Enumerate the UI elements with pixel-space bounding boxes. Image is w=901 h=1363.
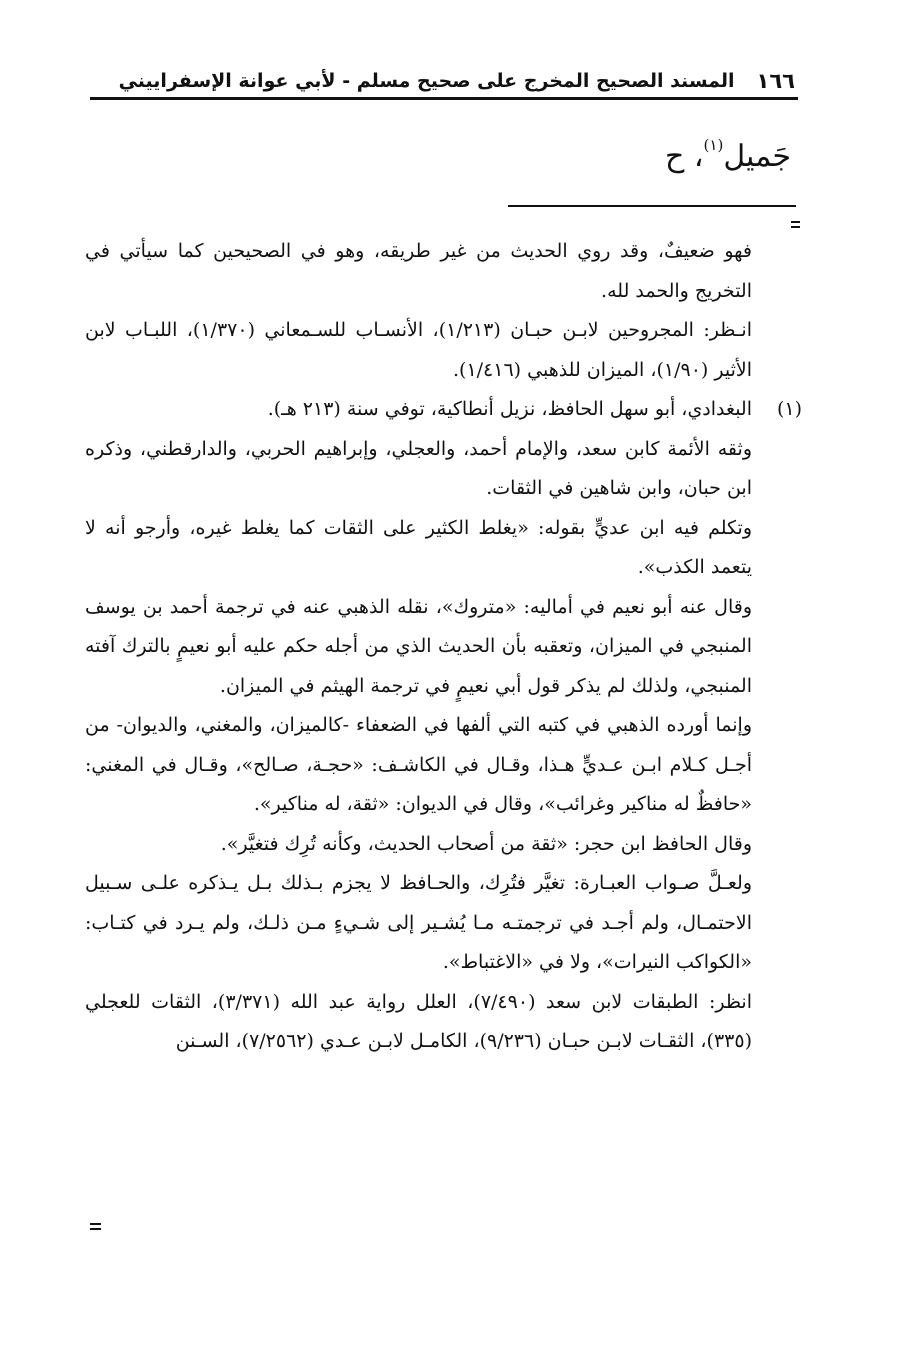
main-text: جَميل	[723, 139, 791, 174]
footnote-1-paragraph: وإنما أورده الذهبي في كتبه التي ألفها في الضعفاء -كالميزان، والمغني، والديوان- من أجـل كـلام ابـن عـديٍّ هـذا، وقـال في الكاشـف: «حجـة، صـالح»، وقـال في المغني: «حافظٌ له مناكير وغرائب»، وقال في الديوان: «ثقة، له مناكير».	[85, 714, 752, 815]
footnote-1-paragraph: ولعـلَّ صـواب العبـارة: تغيَّر فتُرِك، والحـافظ لا يجزم بـذلك بـل يـذكره علـى سـبيل الاحتمـال، ولم أجـد في ترجمتـه مـا يُشـير إلى شـيءٍ مـن ذلـك، ولم يـرد في كتـاب: «الكواكب النيرات»، ولا في «الاغتباط».	[85, 872, 752, 973]
main-text-trailing: ، ح	[664, 139, 704, 174]
page-number: ١٦٦	[756, 69, 795, 93]
header-rule	[90, 97, 798, 100]
continuation-mark-bottom	[90, 1223, 101, 1230]
footnote-1-paragraph: وتكلم فيه ابن عديٍّ بقوله: «يغلط الكثير على الثقات كما يغلط غيره، وأرجو أنه لا يتعمد الكذب».	[85, 516, 752, 578]
main-text-line	[665, 120, 791, 182]
footnotes-section	[85, 232, 802, 1062]
footnote-1-paragraph: انظر: الطبقات لابن سعد (٧/٤٩٠)، العلل رواية عبد الله (٣/٣٧١)، الثقات للعجلي (٣٣٥)، الثقـات لابـن حبـان (٩/٢٣٦)، الكامـل لابـن عـدي (٧/٢٥٦٢)، السـنن	[85, 990, 752, 1052]
footnote-1-paragraph: وقال الحافظ ابن حجر: «ثقة من أصحاب الحديث، وكأنه تُرِك فتغيَّر».	[220, 832, 752, 855]
footnote-continued-paragraph: انـظر: المجروحين لابـن حبـان (١/٢١٣)، الأنسـاب للسـمعاني (١/٣٧٠)، اللبـاب لابن الأثير (١/٩٠)، الميزان للذهبي (١/٤١٦).	[85, 319, 752, 381]
footnote-1-number: (١)	[776, 398, 802, 420]
running-header	[90, 60, 795, 96]
footnote-reference: (١)	[703, 136, 724, 154]
running-title: المسند الصحيح المخرج على صحيح مسلم - لأبي عوانة الإسفراييني	[118, 70, 735, 92]
footnote-1-paragraph	[85, 390, 802, 430]
footnote-1-text: البغدادي، أبو سهل الحافظ، نزيل أنطاكية، توفي سنة (٢١٣ هـ).	[267, 398, 752, 420]
continuation-mark-top	[791, 221, 800, 228]
footnote-1-paragraph: وقال عنه أبو نعيم في أماليه: «متروك»، نقله الذهبي عنه في ترجمة أحمد بن يوسف المنبجي في الميزان، وتعقبه بأن الحديث الذي من أجله حكم عليه أبو نعيمٍ بالترك آفته المنبجي، ولذلك لم يذكر قول أبي نعيمٍ في ترجمة الهيثم في الميزان.	[85, 595, 752, 697]
footnote-separator	[508, 205, 796, 207]
footnote-continued-paragraph: فهو ضعيفٌ، وقد روي الحديث من غير طريقه، وهو في الصحيحين كما سيأتي في التخريج والحمد لله.	[85, 240, 752, 302]
footnote-1-paragraph: وثقه الأئمة كابن سعد، والإمام أحمد، والعجلي، وإبراهيم الحربي، والدارقطني، وذكره ابن حبان، وابن شاهين في الثقات.	[85, 437, 752, 499]
